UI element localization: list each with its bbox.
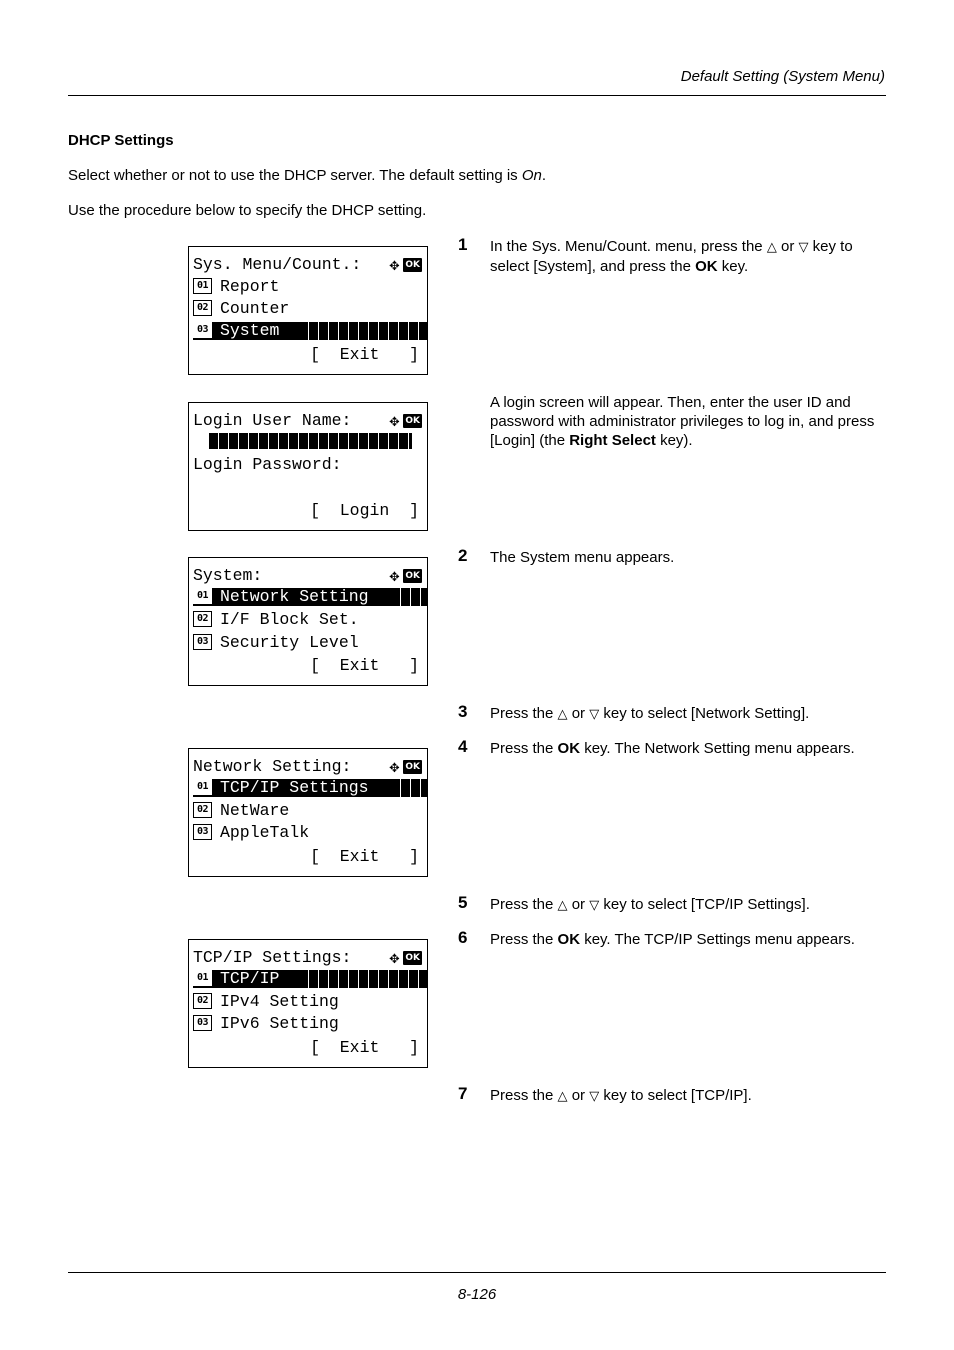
menu-item: 03 Security Level bbox=[193, 634, 427, 652]
nav-icons bbox=[389, 411, 422, 431]
step-number: 6 bbox=[458, 928, 468, 947]
menu-item: 02 NetWare bbox=[193, 802, 427, 820]
cross-arrows-icon: ✥ bbox=[389, 758, 400, 777]
menu-item: 03 AppleTalk bbox=[193, 824, 427, 842]
section-title: DHCP Settings bbox=[68, 132, 174, 149]
item-number-icon: 02 bbox=[193, 993, 212, 1009]
ok-icon: OK bbox=[405, 953, 420, 963]
item-number-icon: 03 bbox=[193, 1015, 212, 1031]
step-number: 5 bbox=[458, 893, 468, 912]
cross-arrows-icon: ✥ bbox=[389, 412, 400, 431]
down-arrow-icon: ▽ bbox=[589, 707, 600, 722]
menu-item-selected: 03 System bbox=[193, 322, 427, 340]
intro-paragraph-1: Select whether or not to use the DHCP server. The default setting is On. bbox=[68, 167, 547, 184]
lcd-screen-sys-menu bbox=[188, 246, 428, 375]
item-number-icon: 01 bbox=[193, 278, 212, 294]
up-arrow-icon: △ bbox=[557, 1089, 568, 1104]
softkey-exit: [ Exit ] bbox=[310, 345, 419, 364]
cross-arrows-icon: ✥ bbox=[389, 256, 400, 275]
ok-icon: OK bbox=[405, 260, 420, 270]
down-arrow-icon: ▽ bbox=[589, 1089, 600, 1104]
item-number-icon: 03 bbox=[193, 634, 212, 650]
ok-icon: OK bbox=[405, 416, 420, 426]
user-name-input-bar bbox=[209, 433, 412, 449]
item-number-icon: 01 bbox=[193, 588, 212, 604]
step-5-text: Press the △ or ▽ key to select [TCP/IP Settings]. bbox=[490, 896, 810, 913]
login-note: A login screen will appear. Then, enter the user ID and password with administrator privileges to log in, and press [Login] (the Right Select key). bbox=[490, 394, 875, 449]
header-rule bbox=[68, 95, 886, 96]
item-number-icon: 02 bbox=[193, 300, 212, 316]
page-number: 8-126 bbox=[457, 1286, 497, 1303]
step-6-text: Press the OK key. The TCP/IP Settings menu appears. bbox=[490, 931, 855, 948]
step-number: 1 bbox=[458, 235, 468, 254]
menu-item: 02 Counter bbox=[193, 300, 427, 318]
running-header: Default Setting (System Menu) bbox=[680, 68, 885, 85]
item-number-icon: 02 bbox=[193, 802, 212, 818]
softkey-exit: [ Exit ] bbox=[310, 847, 419, 866]
item-number-icon: 03 bbox=[193, 824, 212, 840]
up-arrow-icon: △ bbox=[557, 898, 568, 913]
menu-item: 03 IPv6 Setting bbox=[193, 1015, 427, 1033]
item-number-icon: 03 bbox=[193, 322, 212, 338]
menu-item: 01 Report bbox=[193, 278, 427, 296]
step-4-text: Press the OK key. The Network Setting menu appears. bbox=[490, 740, 855, 757]
step-number: 7 bbox=[458, 1084, 468, 1103]
cross-arrows-icon: ✥ bbox=[389, 949, 400, 968]
softkey-exit: [ Exit ] bbox=[310, 656, 419, 675]
up-arrow-icon: △ bbox=[557, 707, 568, 722]
screen-title: Login User Name: bbox=[193, 411, 352, 430]
lcd-screen-tcpip-settings bbox=[188, 939, 428, 1068]
footer-rule bbox=[68, 1272, 886, 1273]
screen-title: Sys. Menu/Count.: bbox=[193, 255, 362, 274]
step-number: 2 bbox=[458, 546, 468, 565]
ok-icon: OK bbox=[405, 571, 420, 581]
step-3-text: Press the △ or ▽ key to select [Network Setting]. bbox=[490, 705, 810, 722]
step-7-text: Press the △ or ▽ key to select [TCP/IP]. bbox=[490, 1087, 752, 1104]
nav-icons bbox=[389, 948, 422, 968]
step-number: 4 bbox=[458, 737, 468, 756]
nav-icons bbox=[389, 566, 422, 586]
item-number-icon: 02 bbox=[193, 611, 212, 627]
intro-paragraph-2: Use the procedure below to specify the DHCP setting. bbox=[68, 202, 427, 219]
step-1-text: In the Sys. Menu/Count. menu, press the △ or ▽ key to select [System], and press the OK key. bbox=[490, 238, 853, 275]
screen-title: Network Setting: bbox=[193, 757, 352, 776]
nav-icons bbox=[389, 255, 422, 275]
lcd-screen-login bbox=[188, 402, 428, 531]
screen-title: TCP/IP Settings: bbox=[193, 948, 352, 967]
menu-item: 02 I/F Block Set. bbox=[193, 611, 427, 629]
screen-title: System: bbox=[193, 566, 263, 585]
password-label: Login Password: bbox=[193, 455, 342, 474]
step-number: 3 bbox=[458, 702, 468, 721]
nav-icons bbox=[389, 757, 422, 777]
menu-item-selected: 01 TCP/IP Settings bbox=[193, 779, 427, 797]
menu-item-selected: 01 TCP/IP bbox=[193, 970, 427, 988]
step-2-text: The System menu appears. bbox=[490, 549, 675, 566]
lcd-screen-network-setting bbox=[188, 748, 428, 877]
item-number-icon: 01 bbox=[193, 779, 212, 795]
lcd-screen-system bbox=[188, 557, 428, 686]
menu-item-selected: 01 Network Setting bbox=[193, 588, 427, 606]
menu-item: 02 IPv4 Setting bbox=[193, 993, 427, 1011]
down-arrow-icon: ▽ bbox=[589, 898, 600, 913]
softkey-exit: [ Exit ] bbox=[310, 1038, 419, 1057]
cross-arrows-icon: ✥ bbox=[389, 567, 400, 586]
down-arrow-icon: ▽ bbox=[798, 240, 809, 255]
item-number-icon: 01 bbox=[193, 970, 212, 986]
ok-icon: OK bbox=[405, 762, 420, 772]
up-arrow-icon: △ bbox=[766, 240, 777, 255]
softkey-login: [ Login ] bbox=[310, 501, 419, 520]
